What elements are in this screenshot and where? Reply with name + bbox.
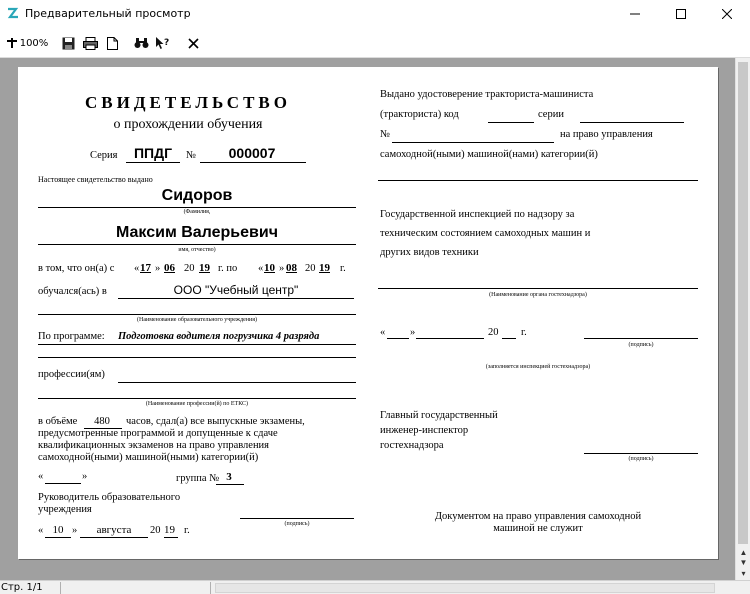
zoom-label: 100% [19, 37, 49, 49]
printer-icon [83, 37, 98, 50]
chief-line-3: гостехнадзора [380, 440, 444, 451]
number-label: № [186, 150, 197, 161]
inspection-line-1: Государственной инспекцией по надзору за [380, 209, 575, 220]
license-number-label: № [380, 129, 391, 140]
date-year-suffix: г. [184, 525, 190, 536]
date-day: 10 [52, 524, 64, 536]
page-setup-button[interactable] [104, 34, 120, 52]
close-icon [188, 38, 199, 49]
program-value: Подготовка водителя погрузчика 4 разряда [118, 331, 320, 342]
app-icon [6, 6, 20, 20]
license-right-label: на право управления [560, 129, 653, 140]
head-sign-caption: (подпись) [284, 521, 310, 527]
footer-line-2: машиной не служит [493, 523, 583, 534]
footer-line-1: Документом на право управления самоходной [434, 511, 642, 522]
print-button[interactable] [81, 34, 99, 52]
maximize-icon [676, 9, 686, 19]
status-bar [0, 580, 750, 594]
quote-close: » [72, 525, 78, 536]
close-icon [722, 9, 732, 19]
quote-close: » [82, 471, 88, 482]
edu-caption: (Наименование образовательного учреждения) [137, 317, 257, 323]
license-line-1: Выдано удостоверение тракториста-машиниста [380, 89, 594, 100]
volume-prefix: в объёме [38, 416, 78, 427]
year-to-prefix: 20 [305, 263, 316, 274]
surname-caption: (Фамилия, [183, 209, 211, 215]
svg-text:?: ? [164, 38, 170, 48]
year-suffix: г. [340, 263, 346, 274]
full-name-value: Максим Валерьевич [115, 224, 278, 241]
inspector-sign-caption: (подпись) [628, 342, 654, 348]
scroll-down-icon[interactable]: ▾ [741, 569, 746, 578]
quote-open: « [134, 263, 140, 274]
find-button[interactable] [133, 34, 149, 52]
volume-value: 480 [94, 416, 110, 427]
volume-line-3: квалификационных экзаменов на право управления [38, 440, 270, 451]
save-icon [62, 37, 75, 50]
profession-label: профессии(ям) [38, 369, 105, 380]
maximize-button[interactable] [658, 0, 704, 28]
horizontal-scrollbar[interactable] [215, 583, 715, 593]
license-code-label: (тракториста) код [380, 109, 459, 120]
year-from-prefix: 20 [184, 263, 195, 274]
day-to: 10 [264, 262, 275, 274]
date-year-suffix: г. [521, 327, 527, 338]
date-month: августа [96, 524, 132, 536]
toolbar [0, 28, 750, 58]
window-title: Предварительный просмотр [25, 7, 191, 20]
quote-open: « [38, 471, 44, 482]
title-bar [0, 0, 750, 28]
certificate-title: СВИДЕТЕЛЬСТВО [85, 93, 291, 112]
zoom-button[interactable] [4, 34, 50, 52]
quote-open: « [380, 327, 386, 338]
profession-caption: (Наименование профессии(й) по ЕТКС) [145, 401, 249, 407]
chief-line-2: инженер-инспектор [380, 425, 469, 436]
scroll-page-up-icon[interactable]: ▲ [739, 548, 748, 557]
date-year-prefix: 20 [150, 525, 161, 536]
filled-by-caption: (заполняется инспекцией гостехнадзора) [485, 364, 591, 370]
chief-line-1: Главный государственный [380, 410, 498, 421]
month-to: 08 [286, 262, 297, 274]
close-preview-button[interactable] [185, 34, 201, 52]
head-line-1: Руководитель образовательного [38, 492, 181, 503]
certificate-subtitle: о прохождении обучения [113, 117, 263, 132]
scroll-page-down-icon[interactable]: ▼ [739, 558, 748, 567]
group-label: группа № [176, 473, 220, 484]
number-value: 000007 [228, 145, 276, 161]
issued-to-label: Настоящее свидетельство выдано [38, 175, 153, 184]
year-to: 19 [319, 262, 330, 274]
zoom-cross-icon [6, 37, 18, 49]
quote-close: » [410, 327, 416, 338]
date-year-prefix: 20 [488, 327, 499, 338]
page-sheet [18, 67, 718, 559]
date-year: 19 [164, 524, 175, 536]
help-pointer-icon [155, 36, 171, 50]
quote-close: » [279, 263, 285, 274]
inspection-caption: (Наименование органа гостехнадзора) [489, 292, 587, 298]
month-from: 06 [164, 262, 175, 274]
preview-area[interactable] [0, 58, 735, 580]
studied-label: обучался(ась) в [38, 286, 107, 297]
name-caption: имя, отчество) [178, 247, 216, 253]
studied-value: ООО "Учебный центр" [173, 283, 299, 297]
series-label: Серия [90, 150, 118, 161]
minimize-button[interactable] [612, 0, 658, 28]
binoculars-icon [134, 37, 149, 49]
volume-suffix: часов, сдал(а) все выпускные экзамены, [126, 416, 305, 427]
head-line-2: учреждения [38, 504, 92, 515]
save-button[interactable] [60, 34, 76, 52]
period-prefix: в том, что он(а) с [38, 263, 115, 274]
close-window-button[interactable] [704, 0, 750, 28]
license-line-4: самоходной(ными) машиной(нами) категории(й) [380, 149, 598, 160]
program-label: По программе: [38, 331, 105, 342]
chief-sign-caption: (подпись) [628, 456, 654, 462]
quote-open: « [38, 525, 44, 536]
quote-open: « [258, 263, 264, 274]
surname-value: Сидоров [161, 187, 233, 204]
inspection-line-3: других видов техники [380, 247, 479, 258]
inspection-line-2: техническим состоянием самоходных машин и [380, 228, 591, 239]
minimize-icon [630, 9, 640, 19]
quote-close: » [155, 263, 161, 274]
day-from: 17 [140, 262, 151, 274]
series-value: ППДГ [133, 145, 173, 161]
volume-line-2: предусмотренные программой и допущенные к сдаче [38, 428, 278, 439]
year-from: 19 [199, 262, 210, 274]
group-value: 3 [226, 471, 232, 483]
vertical-scrollbar[interactable] [735, 58, 750, 580]
page-indicator: Стр. 1/1 [1, 582, 43, 593]
scroll-thumb[interactable] [738, 62, 748, 544]
volume-line-4: самоходной(ными) машиной(ными) категории(й) [38, 452, 259, 463]
license-series-label: серии [538, 109, 564, 120]
page-icon [107, 37, 118, 50]
help-button[interactable] [154, 34, 172, 52]
period-to-label: г. по [218, 263, 238, 274]
